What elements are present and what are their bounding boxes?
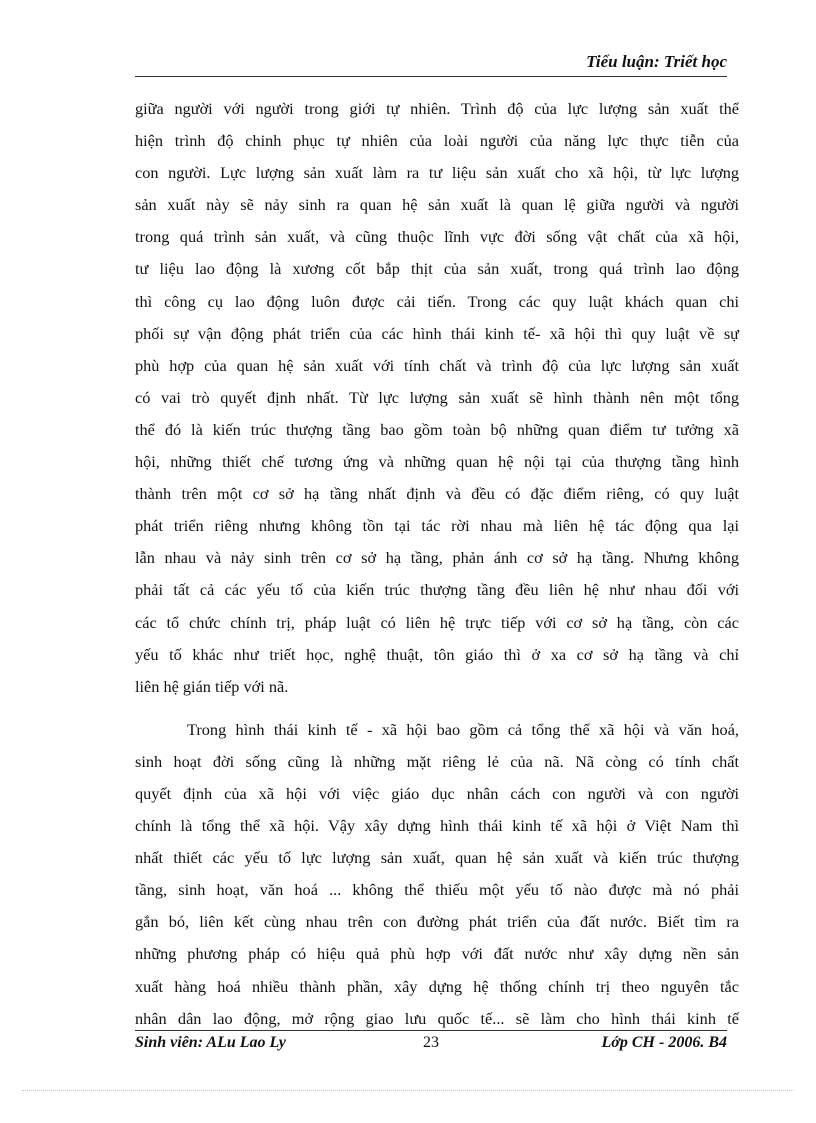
text-line: nhất thiết các yếu tố lực lượng sản xuất, quan hệ sản xuất và kiến trúc thượng xyxy=(135,848,739,868)
page-footer xyxy=(135,1030,727,1058)
text-line: lẫn nhau và nảy sinh trên cơ sở hạ tầng, phản ánh cơ sở hạ tầng. Nhưng không xyxy=(135,548,739,568)
text-line: phối sự vận động phát triển của các hình thái kinh tế- xã hội thì quy luật về sự xyxy=(135,323,739,343)
text-line: phù hợp của quan hệ sản xuất với tính chất và trình độ của lực lượng sản xuất xyxy=(135,355,739,375)
paragraph-gap xyxy=(135,703,739,714)
text-line: thành trên một cơ sở hạ tầng nhất định và đều có đặc điểm riêng, có quy luật xyxy=(135,484,739,504)
text-line: phải tất cả các yếu tố của kiến trúc thượng tầng đều liên hệ như nhau đối với xyxy=(135,580,739,600)
footer-student-name: Sinh viên: ALu Lao Ly xyxy=(135,1034,286,1051)
text-line: sinh hoạt đời sống cũng là những mặt riêng lẻ của nã. Nã còng có tính chất xyxy=(135,751,739,771)
page-boundary xyxy=(22,1090,794,1091)
page-header xyxy=(135,52,727,77)
text-line: tư liệu lao động là xương cốt bắp thịt của sản xuất, trong quá trình lao động xyxy=(135,259,739,279)
text-line: xuất hàng hoá nhiều thành phần, xây dựng hệ thống chính trị theo nguyên tắc xyxy=(135,976,739,996)
text-line: quyết định của xã hội với việc giáo dục nhân cách con người và con người xyxy=(135,783,739,803)
text-line: liên hệ gián tiếp với nã. xyxy=(135,676,289,696)
paragraph xyxy=(135,714,739,1035)
text-line: tầng, sinh hoạt, văn hoá ... không thể thiếu một yếu tố nào được mà nó phải xyxy=(135,880,739,900)
text-line: sản xuất này sẽ nảy sinh ra quan hệ sản xuất là quan lệ giữa người và người xyxy=(135,195,739,215)
header-title: Tiểu luận: Triết học xyxy=(586,52,727,71)
text-line: yếu tố khác như triết học, nghệ thuật, tôn giáo thì ở xa cơ sở hạ tầng và chỉ xyxy=(135,644,739,664)
footer-page-number: 23 xyxy=(423,1034,439,1051)
footer-class-code: Lớp CH - 2006. B4 xyxy=(601,1034,727,1051)
text-line: Trong hình thái kinh tế - xã hội bao gồm cả tổng thể xã hội và văn hoá, xyxy=(187,719,739,739)
text-line: con người. Lực lượng sản xuất làm ra tư liệu sản xuất cho xã hội, từ lực lượng xyxy=(135,163,739,183)
text-line: trong quá trình sản xuất, và cũng thuộc lĩnh vực đời sống vật chất của xã hội, xyxy=(135,227,739,247)
document-body xyxy=(135,93,739,1035)
text-line: giữa người với người trong giới tự nhiên. Trình độ của lực lượng sản xuất thể xyxy=(135,99,739,118)
text-line: có vai trò quyết định nhất. Từ lực lượng sản xuất sẽ hình thành nên một tổng xyxy=(135,387,739,407)
text-line: các tổ chức chính trị, pháp luật có liên hệ trực tiếp với cơ sở hạ tầng, còn các xyxy=(135,612,739,632)
text-line: thể đó là kiến trúc thượng tầng bao gồm toàn bộ những quan điểm tư tưởng xã xyxy=(135,419,739,439)
text-line: chính là tổng thể xã hội. Vậy xây dựng hình thái kinh tế xã hội ở Việt Nam thì xyxy=(135,816,739,836)
text-line: gắn bó, liên kết cùng nhau trên con đường phát triển của đất nước. Biết tìm ra xyxy=(135,912,739,932)
text-line: thì công cụ lao động luôn được cải tiến. Trong các quy luật khách quan chi xyxy=(135,291,739,311)
text-line: nhân dân lao động, mở rộng giao lưu quốc tế... sẽ làm cho hình thái kinh tế xyxy=(135,1008,739,1028)
paragraph xyxy=(135,93,739,703)
text-line: phát triển riêng nhưng không tồn tại tác rời nhau mà liên hệ tác động qua lại xyxy=(135,516,739,536)
text-line: những phương pháp có hiệu quả phù hợp với đất nước như xây dựng nền sản xyxy=(135,944,739,964)
text-line: hội, những thiết chế tương ứng và những quan hệ nội tại của thượng tầng hình xyxy=(135,452,739,472)
text-line: hiện trình độ chinh phục tự nhiên của loài người của năng lực thực tiễn của xyxy=(135,131,739,151)
